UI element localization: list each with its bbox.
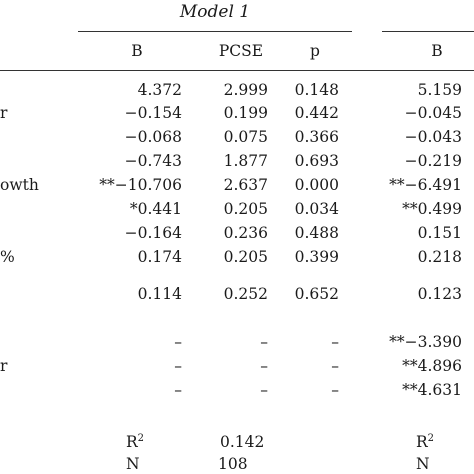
cell-b: 4.372 [137,81,182,99]
cell-p: 0.148 [294,81,339,99]
cell-b-right: 0.151 [417,224,462,242]
cell-pcse: – [260,381,268,399]
cell-b: −0.068 [124,128,182,146]
cell-b-right: **4.896 [402,357,462,375]
row-label: owth [0,176,39,194]
cell-b-right: −0.043 [404,128,462,146]
cell-b-right: **−6.491 [389,176,462,194]
footer-n-value: 108 [218,455,248,473]
cell-p: – [331,333,339,351]
row-label: r [0,104,8,122]
cell-pcse: 0.199 [223,104,268,122]
cell-pcse: 0.075 [223,128,268,146]
cell-p: 0.366 [294,128,339,146]
cell-b-right: 0.218 [417,248,462,266]
cell-p: 0.034 [294,200,339,218]
cell-b-right: 5.159 [417,81,462,99]
header-rule-right [382,31,474,32]
footer-r2-label: $R^2$ [126,433,145,451]
cell-pcse: 0.252 [223,285,268,303]
cell-b: 0.174 [137,248,182,266]
cell-p: 0.399 [294,248,339,266]
cell-b-right: **−3.390 [389,333,462,351]
cell-b-right: −0.045 [404,104,462,122]
cell-b: – [174,333,182,351]
cell-p: 0.442 [294,104,339,122]
footer-n-label: N [126,455,140,473]
cell-b: **−10.706 [99,176,182,194]
cell-p: – [331,381,339,399]
col-header-p: p [310,42,320,60]
cell-b-right: **4.631 [402,381,462,399]
col-header-b-right: B [431,42,443,60]
footer-n-label-right: N [416,455,430,473]
cell-b: *0.441 [129,200,182,218]
cell-b: – [174,357,182,375]
header-rule-bottom [0,70,474,71]
row-label: r [0,357,8,375]
cell-pcse: 2.999 [223,81,268,99]
cell-p: 0.652 [294,285,339,303]
cell-b-right: 0.123 [417,285,462,303]
header-rule-left [78,31,352,32]
cell-pcse: 2.637 [223,176,268,194]
cell-b-right: **0.499 [402,200,462,218]
row-label: % [0,248,15,266]
col-header-b: B [131,42,143,60]
cell-b: −0.164 [124,224,182,242]
footer-r2-value: 0.142 [220,433,265,451]
cell-b-right: −0.219 [404,152,462,170]
cell-pcse: 0.205 [223,248,268,266]
cell-pcse: 1.877 [223,152,268,170]
cell-b: −0.743 [124,152,182,170]
cell-p: – [331,357,339,375]
cell-p: 0.488 [294,224,339,242]
footer-r2-label-right: $R^2$ [416,433,435,451]
cell-p: 0.000 [294,176,339,194]
cell-pcse: 0.205 [223,200,268,218]
cell-pcse: – [260,357,268,375]
col-header-pcse: PCSE [218,42,264,60]
cell-b: 0.114 [137,285,182,303]
model-title: Model 1 [179,2,251,22]
cell-b: – [174,381,182,399]
cell-pcse: – [260,333,268,351]
cell-b: −0.154 [124,104,182,122]
cell-pcse: 0.236 [223,224,268,242]
cell-p: 0.693 [294,152,339,170]
